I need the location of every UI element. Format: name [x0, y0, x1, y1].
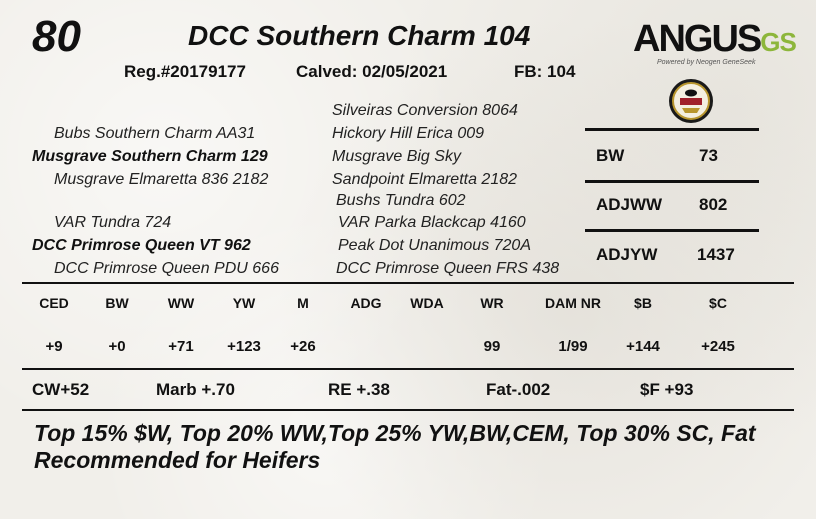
pedigree-sire-sire-sire: Silveiras Conversion 8064	[332, 102, 518, 119]
epd-value-c-index: +245	[701, 338, 735, 355]
stat-label-adjyw: ADJYW	[596, 245, 658, 264]
stat-value-bw: 73	[699, 146, 718, 165]
epd-header-wr: WR	[480, 295, 504, 311]
carcass-top-rule	[22, 368, 794, 370]
notes-recommendation: Recommended for Heifers	[34, 447, 321, 473]
carcass-cw: CW+52	[32, 380, 90, 399]
pedigree-dam: DCC Primrose Queen VT 962	[32, 237, 251, 254]
carcass-re: RE +.38	[328, 380, 390, 399]
pedigree-sire-dam-dam: Sandpoint Elmaretta 2182	[332, 171, 518, 188]
pedigree-sire: Musgrave Southern Charm 129	[32, 148, 268, 165]
epd-header-ww: WW	[167, 295, 195, 311]
epd-value-wr: 99	[483, 338, 501, 355]
logo-tagline: Powered by Neogen GeneSeek	[657, 59, 756, 66]
notes-block	[34, 420, 774, 474]
lot-number: 80	[32, 12, 81, 61]
fb-number: FB: 104	[514, 62, 576, 81]
epd-value-bw: +0	[108, 338, 126, 355]
epd-value-ww: +71	[168, 338, 194, 355]
epd-value-m: +26	[290, 338, 316, 355]
epd-header-m: M	[297, 295, 309, 311]
notes-rankings: Top 15% $W, Top 20% WW,Top 25% YW,BW,CEM, Top 30% SC, Fat	[34, 420, 756, 446]
stat-label-adjww: ADJWW	[596, 195, 663, 214]
epd-value-ced: +9	[45, 338, 63, 355]
pedigree-dam-dam-sire: Peak Dot Unanimous 720A	[338, 237, 531, 254]
carcass-f-index: $F +93	[640, 380, 694, 399]
epd-header-b-index: $B	[634, 295, 652, 311]
angus-gs-logo: ANGUSGS Powered by Neogen GeneSeek	[633, 18, 796, 66]
pedigree-dam-sire: VAR Tundra 724	[54, 214, 172, 231]
stats-divider	[585, 229, 759, 232]
pedigree-dam-sire-dam: VAR Parka Blackcap 4160	[338, 214, 526, 231]
pedigree-sire-sire: Bubs Southern Charm AA31	[54, 125, 256, 142]
epd-header-c-index: $C	[709, 295, 727, 311]
pedigree-dam-dam: DCC Primrose Queen PDU 666	[54, 260, 279, 277]
stat-value-adjww: 802	[699, 195, 728, 214]
epd-header-adg: ADG	[350, 295, 382, 311]
notes-top-rule	[22, 409, 794, 411]
stat-label-bw: BW	[596, 146, 625, 165]
pedigree-sire-dam-sire: Musgrave Big Sky	[332, 148, 461, 165]
epd-header-ced: CED	[39, 295, 69, 311]
registration-number: Reg.#20179177	[124, 62, 246, 81]
carcass-fat: Fat-.002	[486, 380, 551, 399]
epd-value-yw: +123	[227, 338, 261, 355]
pedigree-dam-dam-dam: DCC Primrose Queen FRS 438	[336, 260, 560, 277]
epd-value-dam-nr: 1/99	[558, 338, 588, 355]
pedigree-sire-dam: Musgrave Elmaretta 836 2182	[54, 171, 269, 188]
pedigree-dam-sire-sire: Bushs Tundra 602	[336, 192, 466, 209]
epd-header-yw: YW	[232, 295, 256, 311]
stats-divider	[585, 128, 759, 131]
calved-date: Calved: 02/05/2021	[296, 62, 448, 81]
epd-header-dam-nr: DAM NR	[545, 295, 601, 311]
animal-name: DCC Southern Charm 104	[188, 20, 531, 51]
epd-value-b-index: +144	[626, 338, 660, 355]
certified-angus-seal-icon	[668, 78, 714, 124]
carcass-marb: Marb +.70	[156, 380, 235, 399]
stat-value-adjyw: 1437	[697, 245, 735, 264]
epd-top-rule	[22, 282, 794, 284]
pedigree-sire-sire-dam: Hickory Hill Erica 009	[332, 125, 485, 142]
epd-header-wda: WDA	[410, 295, 444, 311]
stats-divider	[585, 180, 759, 183]
epd-header-bw: BW	[105, 295, 129, 311]
